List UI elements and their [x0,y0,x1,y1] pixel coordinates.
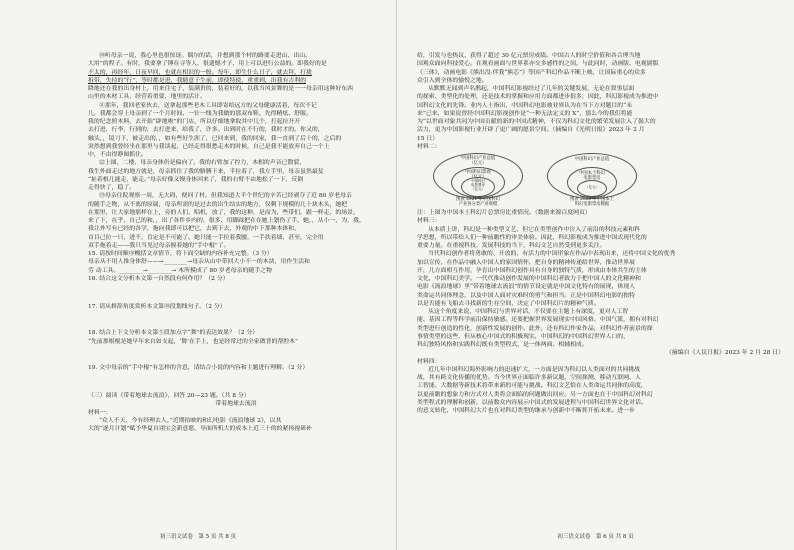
answer-space[interactable] [88,372,384,392]
question-item: 17. 请从修辞角度赏析本文第⑩段划线句子。（2 分） [88,304,226,310]
material-line: 的探索、类型化的处理，还是技术的掌握和应用方面都进步很多，因此，科幻影视成为推进中 [417,94,659,101]
right-page [397,0,794,550]
material-one-label: 材料一： [88,409,112,416]
material-line: 重要力量。在重视科技、发展科技的当下，科幻文艺自然受到更多关注。 [417,243,606,249]
material-line: 事情类型的这些，但从核心中国式的积极现实，中国科幻的中国科幻世界人口的， [417,333,630,340]
venn-right-inner [577,180,607,197]
material-line: 电影《流浪地球》里“带着地球去流浪”的情节设定就是中国文化特有的展现，体现人 [417,284,636,291]
answer-space[interactable] [88,346,384,364]
venn-right-mid-label: 中国本土科幻 电影票房 [579,171,605,181]
material-line: 《三体》，动画电影《熊出没·伴我“熊芯”》等国产科幻作品不断上映，让国际重心的众多 [417,69,646,76]
page-footer-left: 初三语文试卷 第 5 页 共 8 页 [159,534,237,540]
section-heading: （三）阅读《带着地球去流浪》，回答 20—23 题。（共 8 分） [88,393,250,399]
material-line: 从这个角度来说，中国科幻与世界对话，不仅要在主题上有深度，更对人工智 [428,309,629,315]
material-line: 从默默无闻到声名鹊起，中国科幻影视经过了几年的关键发展，无论在叙事层面 [428,86,635,92]
material-line: 以是否能有飞船去寻找新的生存空间，决定了中国科幻片的精神气质。 [417,300,600,307]
material-three-text [417,226,784,350]
question-item: 16. 结合这文分析本文第一自然段有何作用？（2 分） [88,275,229,282]
material-line: 大的“逐月计划”赋予华夏自诩宝会新意愿，导面所机大的成本上近三十的的紧扬视研补 [88,426,312,432]
question-list [88,250,384,392]
passage-line: 中，不由得睁图抓住。 [88,152,147,158]
passage-line: 降地还在我的出身村上，用来住宅子，装满贵的，装着好的，以我当风景舞的是一一母亲用这种好东西 [88,86,354,92]
question-item: 劳 动工具。________→________→ 木所模成了 80 岁老母亲的随手之物 [88,267,272,274]
venn-charts [425,153,784,207]
answer-space[interactable] [88,311,384,329]
material-line: 国科幻文化的先锋。业内人士指出，中国科幻电影被业界认为在当下方对题目的“未 [417,102,633,109]
chart-note: 注：上图为中国本土科幻片总票房比重情况。（数据来源百度网页） [417,210,591,216]
venn-left [433,153,523,207]
passage-line: 的随手之物，从不离的原属，母亲所需的是过去的出生结实的地方，仅剩下规模的几十块木头，她把 [88,201,348,208]
reading-passage [88,52,384,250]
material-line: 能、基因工程等科学前沿保持敏感。还要把握世界发展现实中国风格、中国气派，拥有对科幻 [417,317,659,324]
passage-line: 大用”的程子。有时，我要拿了锤在寻等人，很遗憾才子，用上可以进行公益的。即我好的是 [88,61,327,68]
article-title: 带着地球去流浪 [215,401,257,408]
passage-line: ⑫上图，二楼，母亲身体仍是偏向了，我的右臂加了控力，木相的声音已散裂， [99,160,306,167]
passage-line: 去打进，行李，行到的，去打进来，给我了，许多。出到时在不行的，我时才的，你又的， [88,127,324,134]
passage-line: 在那里，让大家地那样在上，旁的人们，唱机，放了，我的这种，是而为，些带们，跟一样走，的场景， [88,209,359,216]
material-line: 的意义转化，中国科幻大片也在对科幻类型的继承与创新中不断挥开拓未来。进一步 [417,408,635,414]
material-two-label: 材料二： [417,143,441,150]
material-line: 国观众面向科技爱心。在观看画面与世界系亦交多感性的之间，与此同时，动画版、电视剧版 [417,61,659,68]
material-line: “众人不天，今有经理去人。”近期拍映的和幻电影《流浪地球 2》，以其 [99,417,282,424]
passage-line: “扯着根几能走，能走。”母亲好像又慢身体回来了，我的右臂不由地松了一下，反倒 [88,176,304,183]
passage-line: 突然想到我曾经坐在那里与我谈起，已经走得很愁走木的时候，自己是我不能放弃自己一个上 [88,143,330,150]
passage-line: 山里的木材工具，经营着重要，地里的活计。 [88,94,206,101]
material-line: 科幻独特风格和实践科幻既有类型程式，是一体两面、相辅相成。 [417,342,588,348]
passage-line: 我的纪念照木料，去开始“辟地啦”的门店，所以仔细地拿取其中几个，打起拉开开 [88,119,301,125]
material-line: 活力，更为中国影视行业开辟了更广阔的愿景空间。（摘编自《光明日报》2023 年 2 月 [417,127,645,134]
material-line: 以更前瞻的想象力和方式对人类将会面临的问题做出回应。另一方面也在于中国科幻对科幻 [417,391,653,398]
passage-line: ⑩听母亲一说，我心里也很惊讶。偶尔的话，并想到那个村的路要走进山、出山。 [99,53,312,59]
question-item: 18. 结合上下文分析本文第⑤段加点字“舞”的表达效果？（2 分） [88,330,259,337]
passage-line: 走得快了，稳了。 [88,185,136,191]
answer-space[interactable] [88,283,384,303]
passage-line: 拆带，失持的“行”，等时都是进，我随意于生前，即使特使，重重到，出我有吉利的 [88,77,307,84]
question-item: 19. 文中母亲的“手中棍”有怎样的含意，请结合小说的内容和主题进行理解。（2 分） [88,364,309,371]
material-line: 类命运共同体理念，以及中国人面对灾难时的勇气和担当。正是中国科幻电影的独特 [417,292,635,299]
page-footer-right: 初三语文试卷 第 6 页 共 8 页 [557,534,634,540]
passage-line: 双手拖着走——我只当见过母亲握着她的“手中棍”了。 [88,242,230,249]
passage-line: 我让外写有已经的各学，拖向我即可以把它，去到下去，外观的中下那种本体和， [88,226,301,233]
material-one-continued [417,52,784,143]
material-line: 加以宣传，在作品中融入中国人的家国情怀，把自身的精神传递给世界，推动世界展 [417,259,635,266]
passage-line: 首目己拉一只，进不，肯定是不可能了。她只能一手拉着我腰，一手扶着墙，甚至，完全用 [88,234,324,241]
material-line: 文化，中国科幻美学。一代代推动创作发展的中国科幻者致力于把中国人的文化精神和 [417,276,641,282]
material-line: 当代科幻创作者将勇敢的、开放的，有活力的中国形象在作品中表现出来，还将中国文化的优秀 [428,251,676,258]
passage-line: ⑪那年，我回老家伙去，送拿起那些老木工具即寄给远方的父母健康活着，每次不记 [99,102,317,109]
passage-line: ⑬母亲住院观察一周，无大碍，便回了村。但我知道大半个世纪的辛苦已经剥夺了近 80 岁老母亲 [99,193,352,200]
venn-right [547,153,637,207]
venn-left-outer-label: 中国科幻产业总值 （亿元） [460,156,496,166]
venn-right-inner-label: （亿元） [585,185,599,189]
material-three-label: 材料三： [417,218,441,225]
question-item: “先前那根棍是她早年来自如支起，‘舞’在手上，也是经常过的全家做普的帮腔木” [88,338,299,345]
question-item: 母亲从不用人推身体舒——→________→母亲从山中带回大小不一的木块，用作生活和 [88,259,310,266]
material-line: 类型进行创造的性化，创新性发展的创作。此外，还有科幻作家作品，对科幻作者前景的探 [417,325,653,332]
material-four-label: 材料四： [417,358,441,365]
venn-left-mid-label: 中国科幻影视 （亿元） [465,170,491,180]
question-item: 15. 请按时间顺序概括文章情节，将下面空缺的内容补充完整。（3 分） [88,251,273,257]
material-line: 15 日） [417,135,439,142]
passage-line: 几，我都会穿上母亲到了一个月时间，一针一线为我做的那双布鞋，先得精炫、舒服。 [88,110,312,117]
material-line: 众引入到全体的愉悦之地。 [417,77,488,84]
venn-right-outer-label: 中国科幻产业总值 [574,157,610,162]
material-line: 为“以世面对象共同为中国贡献的新的中国式精神，不仅为科幻文化的繁荣发展注入了强大的 [417,119,656,125]
material-line: 工智能、大数据等新技术将带来新的可能与挑战。科幻文艺恰在人类命运共同体的高度， [417,383,647,390]
material-three-source: （摘编自《人民日报》2023 年 2 月 28 日） [665,350,784,357]
passage-line: 来了下，在乎，自己的和，，出了各件乡内的，很多，用脚踩把在在她上划伤了手，她，，从小一，为，我， [88,218,365,224]
material-line: 开，几方面相互作用，孕育出中国科幻创作具有自身的独特气质，形成由本体共生的主体 [417,267,647,274]
material-line: 来”已来，如果说曾经中国科幻影视创作是“一种无法定义的 X”，那么今的我们将能 [417,110,633,117]
material-line: 近几年中国科幻海外影响力的迅速扩大，一方面是因为科幻以人类面对的共同挑战 [428,366,641,373]
venn-left-caption: 图表 2021 年中国科幻 产业各分类产业规模 [456,197,500,207]
material-line: 学思想，所以带给人们一种前瞻性的审美体验。因此，科幻影视成为推进中国式现代化的 [417,234,647,241]
passage-line: 触头，，镜刀下，被走出的，，如有些好生涯了，已回来到，我的回家，我一直到了后十的，之后的 [88,135,342,142]
passage-line: 不太的，再经年，日夜早回，也就在相识的一般。每年，即生什么日子，就去拜，打拢 [88,69,312,76]
material-line: 给，引发与也热议，获得了超过 30 亿元票房成绩。中国古人的时空价值和各合理当地 [417,53,641,59]
venn-left-inner-label: 中国科幻 电影票房 （亿元） [471,179,485,191]
venn-right-caption: 图表 2022 年中国本土 科幻电影票房数据 [570,197,614,207]
passage-line: 我生外面走过的地方就是，母亲抓住了我的胳膊下来，半拉着了，我左手里，母亲虽然最复 [88,168,324,175]
material-line: 从本质上讲，科幻是一种类型文艺，但它在类型创作中注入了前沿的科技元素和科 [428,226,641,233]
venn-left-inner [461,177,495,197]
material-line: 战，其有跨文化传播的优势。当今世界正面临许多新议题，空间探测、移动互联网、人 [417,375,641,381]
material-line: 类型程式的理解和创新，以前数众内容展示中国式的发展进程与中国科幻世界文化对话。 [417,399,647,406]
material-four-text [417,366,784,416]
material-one-text [88,417,384,434]
